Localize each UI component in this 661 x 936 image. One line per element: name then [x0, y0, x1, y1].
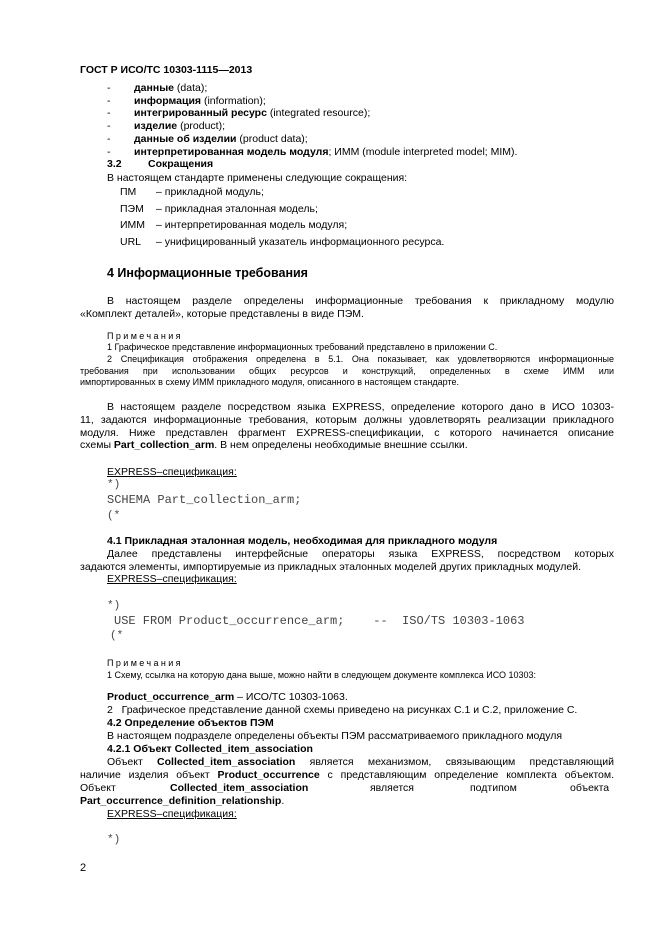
notes-title: Примечания	[107, 331, 183, 341]
note-text: 1 Схему, ссылка на которую дана выше, можно найти в следующем документе комплекса ИСО 10303:	[107, 670, 537, 680]
text-run: – ИСО/ТС 10303-1063.	[234, 691, 348, 703]
code-line: *)	[107, 834, 121, 846]
entity-name: Part_occurrence_definition_relationship	[80, 795, 282, 807]
express-label: EXPRESS–спецификация:	[107, 808, 237, 820]
list-dash: -	[107, 145, 111, 158]
document-header: ГОСТ Р ИСО/ТС 10303-1115—2013	[80, 64, 253, 76]
term-name: данные	[134, 82, 174, 94]
abbreviation: ПЭМ	[120, 202, 144, 215]
section-number: 3.2	[107, 158, 122, 170]
term-name: интерпретированная модель модуля	[134, 145, 329, 158]
paragraph-line: «Комплект деталей», которые представлены в виде ПЭМ.	[80, 308, 364, 320]
list-dash: -	[107, 132, 111, 145]
note-text: 2 Графическое представление данной схемы приведено на рисунках С.1 и С.2, приложение С.	[107, 704, 578, 716]
entity-name: Collected_item_association	[157, 756, 296, 768]
note-text: 1 Графическое представление информационных требований представлено в приложении С.	[107, 342, 498, 352]
paragraph-line	[80, 769, 614, 781]
code-line: (*	[107, 510, 121, 522]
term-gloss: (data);	[174, 82, 208, 94]
paragraph-word: объекта	[570, 782, 610, 794]
term-name: интегрированный ресурс	[134, 107, 267, 120]
paragraph-line	[107, 756, 614, 768]
term-item	[134, 107, 370, 119]
code-line: *)	[107, 600, 121, 612]
text-run: . В нем определены необходимые внешние ссылки.	[214, 439, 468, 451]
schema-name: Product_occurrence_arm	[107, 691, 235, 703]
text-run: с представляющим определение комплекта объектом.	[319, 769, 614, 781]
abbreviation: URL	[120, 235, 142, 248]
term-gloss: ; ИММ (module interpreted model; MIM).	[328, 145, 518, 158]
express-label: EXPRESS–спецификация:	[107, 573, 237, 585]
abbreviation: ПМ	[120, 186, 137, 198]
subsubsection-title: 4.2.1 Объект Collected_item_association	[107, 743, 313, 755]
term-name: данные об изделии	[134, 132, 237, 145]
paragraph-line: задаются элементы, импортируемые из прикладных эталонных моделей других прикладных модулей.	[80, 561, 582, 573]
abbreviation-definition: – унифицированный указатель информационного ресурса.	[156, 235, 445, 248]
abbreviation: ИММ	[120, 219, 146, 231]
term-gloss: (information);	[201, 94, 266, 107]
note-text: требования при использовании общих ресурсов и конструкций, определенных в схеме ИММ или	[80, 366, 614, 376]
term-gloss: (product data);	[236, 132, 308, 145]
section-heading: 4 Информационные требования	[107, 266, 308, 280]
text-run: .	[281, 795, 285, 807]
page-number: 2	[80, 862, 87, 874]
text-run: является механизмом, связывающим представляющий	[295, 756, 614, 768]
paragraph-line: В настоящем подразделе определены объекты ПЭМ рассматриваемого прикладного модуля	[107, 730, 563, 742]
abbreviation-definition: – прикладная эталонная модель;	[156, 202, 318, 215]
term-item	[134, 82, 207, 94]
term-item	[134, 95, 266, 107]
notes-title: Примечания	[107, 658, 183, 668]
paragraph-word: Объект	[80, 782, 116, 794]
term-item	[134, 146, 517, 158]
term-item	[134, 120, 225, 132]
paragraph-word: является	[370, 782, 414, 794]
subsection-title: 4.1 Прикладная эталонная модель, необходимая для прикладного модуля	[107, 535, 498, 547]
list-dash: -	[107, 94, 111, 107]
text-run: наличие изделия объект	[80, 769, 218, 781]
paragraph-line	[80, 439, 468, 451]
paragraph-line: В настоящем разделе определены информационные требования к прикладному модулю	[107, 295, 614, 307]
term-gloss: (integrated resource);	[266, 107, 371, 120]
paragraph-line: 11, задаются информационные требования, которым должны удовлетворять реализации прикладного	[80, 414, 614, 426]
note-text: импортированных в схему ИММ прикладного модуля, описанного в настоящем стандарте.	[80, 377, 459, 387]
text-run: Объект	[107, 756, 158, 768]
note-text: 2 Спецификация отображения определена в 5.1. Она показывает, как удовлетворяются информационные	[107, 354, 614, 364]
schema-name: Part_collection_arm	[113, 439, 215, 451]
text-run: схемы	[80, 439, 114, 451]
section-intro: В настоящем стандарте применены следующие сокращения:	[107, 172, 408, 184]
abbreviation-definition: – прикладной модуль;	[156, 186, 264, 198]
term-name: изделие	[134, 120, 178, 133]
entity-name: Collected_item_association	[170, 782, 309, 794]
paragraph-line: В настоящем разделе посредством языка EXPRESS, определение которого дано в ИСО 10303-	[107, 401, 614, 413]
list-dash: -	[107, 107, 111, 120]
code-line: SCHEMA Part_collection_arm;	[107, 493, 302, 507]
paragraph-line: Далее представлены интерфейсные операторы языка EXPRESS, посредством которых	[107, 548, 614, 560]
paragraph-word: подтипом	[470, 782, 517, 794]
code-line: (*	[110, 630, 124, 642]
section-title: Сокращения	[148, 158, 214, 170]
abbreviation-definition: – интерпретированная модель модуля;	[156, 219, 348, 231]
list-dash: -	[107, 120, 111, 133]
list-dash: -	[107, 82, 111, 94]
express-label: EXPRESS–спецификация:	[107, 466, 237, 478]
code-line: *)	[107, 479, 121, 491]
reference-line	[107, 691, 348, 703]
entity-name: Product_occurrence	[217, 769, 320, 781]
paragraph-line	[80, 795, 284, 807]
term-gloss: (product);	[177, 120, 226, 133]
subsection-title: 4.2 Определение объектов ПЭМ	[107, 717, 274, 729]
code-line: USE FROM Product_occurrence_arm; -- ISO/TS 10303-1063	[114, 614, 525, 628]
term-item	[134, 133, 308, 145]
paragraph-line: модуля. Ниже представлен фрагмент EXPRESS-спецификации, с которого начинается описание	[80, 427, 614, 439]
term-name: информация	[134, 94, 202, 107]
